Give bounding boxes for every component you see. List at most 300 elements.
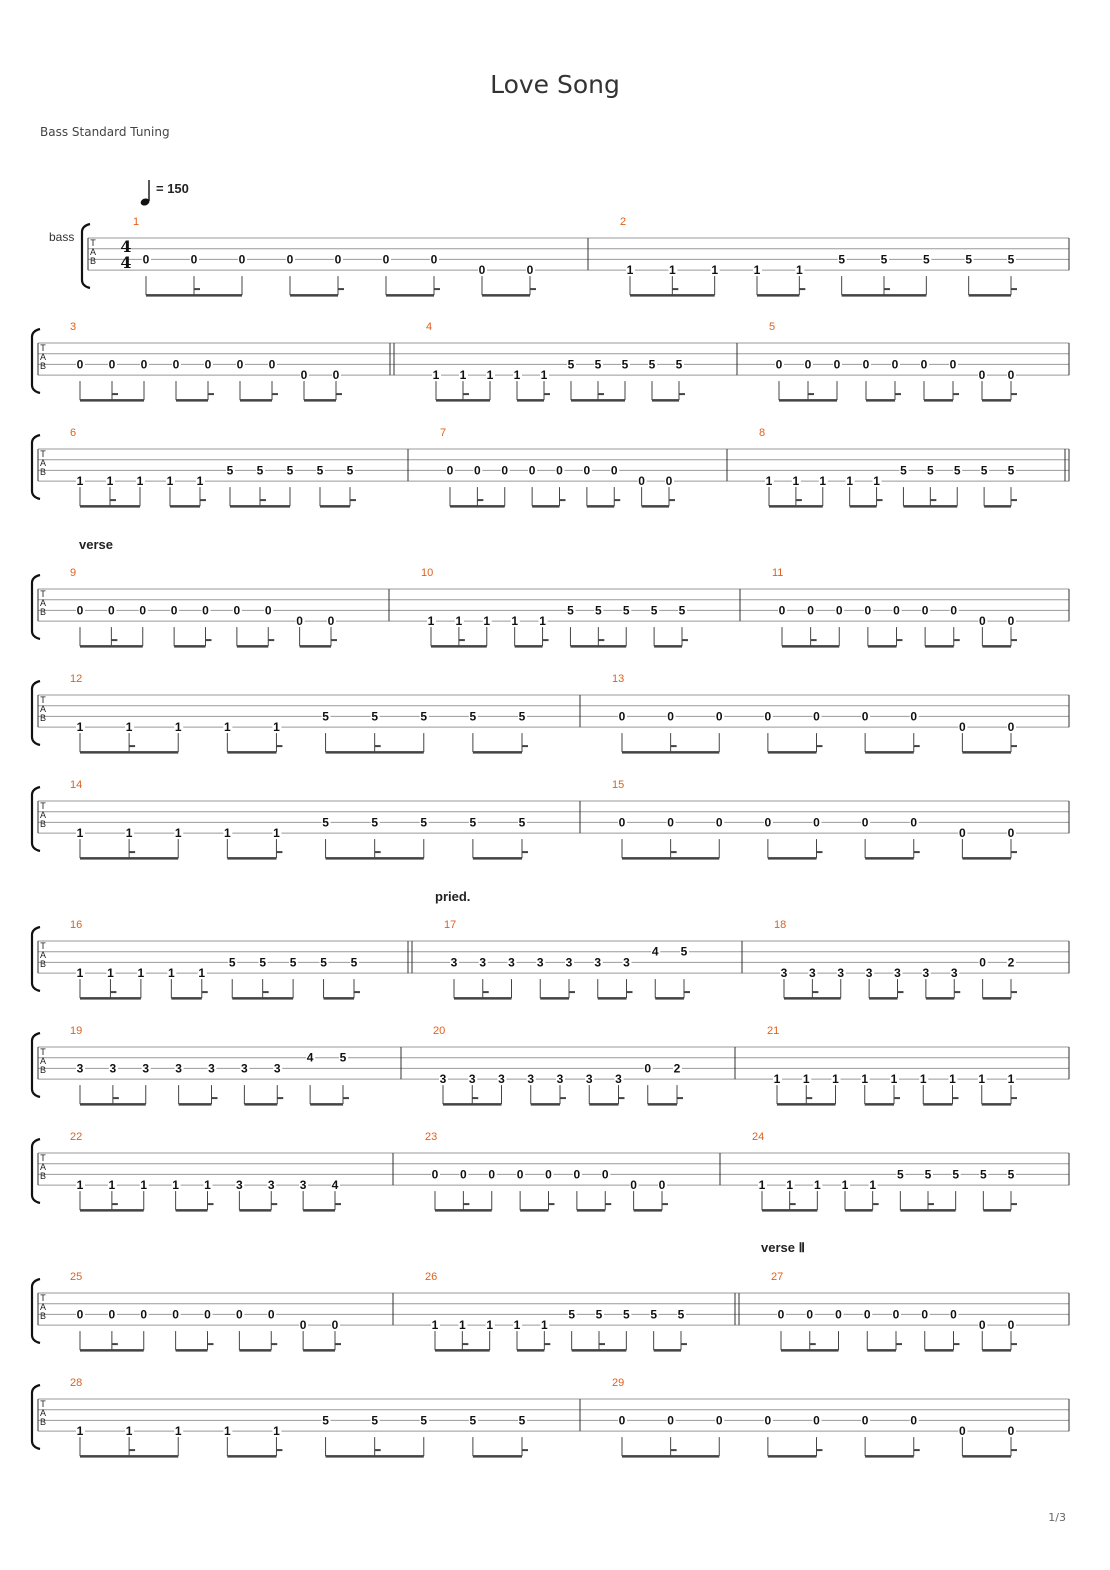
- fret-number: 0: [638, 474, 645, 489]
- fret-number: 5: [518, 1413, 526, 1428]
- fret-number: 0: [959, 1424, 966, 1439]
- beam-hook: [112, 1343, 118, 1345]
- fret-number: 0: [516, 1167, 524, 1182]
- fret-number: 0: [296, 614, 303, 629]
- fret-number: 5: [677, 1307, 685, 1322]
- fret-number: 0: [1007, 720, 1015, 735]
- fret-number: 1: [125, 826, 133, 841]
- fret-number: 1: [861, 1072, 869, 1087]
- beam: [845, 1209, 873, 1212]
- beam-hook: [897, 639, 903, 641]
- fret-number: 0: [979, 955, 986, 970]
- fret-number: 5: [322, 709, 329, 724]
- fret-number: 0: [267, 1307, 275, 1322]
- staff-bracket-icon: [32, 787, 40, 851]
- fret-number: 5: [469, 1413, 477, 1428]
- fret-number: 0: [140, 1307, 148, 1322]
- tab-clef-letter: B: [39, 819, 47, 829]
- fret-number: 0: [667, 709, 674, 724]
- beam: [925, 645, 954, 648]
- tab-clef-letter: A: [39, 458, 47, 468]
- fret-number: 0: [478, 263, 486, 278]
- fret-number: 3: [498, 1072, 505, 1087]
- fret-number: 1: [136, 474, 144, 489]
- fret-number: 0: [861, 709, 869, 724]
- bar-number: 6: [70, 427, 77, 439]
- beam: [532, 505, 559, 508]
- beam: [244, 1103, 277, 1106]
- fret-number: 5: [420, 709, 428, 724]
- fret-number: 1: [786, 1178, 794, 1193]
- beam-hook: [954, 639, 960, 641]
- bar-number: 21: [767, 1025, 780, 1037]
- bar-number: 16: [70, 919, 83, 931]
- fret-number: 0: [142, 252, 150, 267]
- beam-hook: [271, 1343, 277, 1345]
- fret-number: 1: [873, 474, 880, 489]
- beam-hook: [873, 1203, 879, 1205]
- beam: [473, 857, 522, 860]
- beam-hook: [113, 1097, 119, 1099]
- fret-number: 1: [813, 1178, 821, 1193]
- beam: [431, 645, 487, 648]
- beam-hook: [350, 499, 356, 501]
- tab-clef-letter: A: [39, 352, 47, 362]
- beam-hook: [895, 393, 901, 395]
- fret-number: 3: [508, 955, 515, 970]
- beam: [842, 294, 927, 297]
- staff-bracket-icon: [82, 224, 90, 288]
- beam: [982, 1103, 1011, 1106]
- fret-number: 1: [166, 474, 174, 489]
- beam-hook: [817, 745, 823, 747]
- beam-hook: [375, 1449, 381, 1451]
- fret-number: 1: [204, 1178, 211, 1193]
- tab-clef-letter: T: [40, 1047, 46, 1057]
- fret-number: 3: [273, 1061, 281, 1076]
- fret-number: 3: [76, 1061, 84, 1076]
- fret-number: 1: [455, 614, 463, 629]
- fret-number: 5: [371, 815, 379, 830]
- beam-hook: [928, 1203, 934, 1205]
- tab-clef-letter: B: [89, 256, 97, 266]
- beam: [982, 1349, 1011, 1352]
- beam: [926, 997, 954, 1000]
- staff-bracket-icon: [32, 435, 40, 499]
- fret-number: 0: [610, 463, 618, 478]
- beam: [784, 997, 841, 1000]
- fret-number: 3: [585, 1072, 593, 1087]
- fret-number: 5: [469, 815, 477, 830]
- beam-hook: [614, 499, 620, 501]
- fret-number: 0: [460, 1167, 467, 1182]
- beam-hook: [459, 639, 465, 641]
- beam-hook: [898, 991, 904, 993]
- beam: [435, 1349, 490, 1352]
- fret-number: 5: [420, 815, 428, 830]
- beam: [386, 294, 434, 297]
- fret-number: 5: [1007, 463, 1015, 478]
- beam: [473, 751, 522, 754]
- fret-number: 1: [483, 614, 491, 629]
- fret-number: 1: [140, 1178, 148, 1193]
- beam: [982, 399, 1011, 402]
- fret-number: 0: [1007, 614, 1015, 629]
- beam-hook: [671, 745, 677, 747]
- tab-clef-letter: T: [40, 801, 46, 811]
- time-signature-top: 4: [120, 237, 132, 256]
- fret-number: 0: [715, 815, 723, 830]
- beam-hook: [605, 1203, 611, 1205]
- beam-hook: [1011, 745, 1017, 747]
- beam: [290, 294, 338, 297]
- beam: [962, 1455, 1011, 1458]
- bar-number: 15: [612, 779, 625, 791]
- beam-hook: [806, 1097, 812, 1099]
- beam-hook: [817, 851, 823, 853]
- tab-clef-letter: T: [40, 589, 46, 599]
- beam: [239, 1209, 271, 1212]
- staff-bracket-icon: [32, 1279, 40, 1343]
- beam: [850, 505, 877, 508]
- section-label: verse: [79, 537, 113, 552]
- tab-clef-letter: A: [39, 810, 47, 820]
- fret-number: 1: [125, 720, 133, 735]
- fret-number: 5: [228, 955, 236, 970]
- beam-hook: [112, 393, 118, 395]
- fret-number: 4: [651, 944, 659, 959]
- beam: [326, 857, 424, 860]
- bar-number: 26: [425, 1271, 438, 1283]
- fret-number: 5: [322, 1413, 329, 1428]
- beam: [80, 857, 178, 860]
- fret-number: 3: [837, 966, 845, 981]
- beam: [517, 1349, 544, 1352]
- fret-number: 0: [862, 357, 870, 372]
- fret-number: 3: [594, 955, 602, 970]
- beam: [80, 751, 178, 754]
- fret-number: 0: [334, 252, 342, 267]
- bar-number: 7: [440, 427, 447, 439]
- beam: [227, 751, 276, 754]
- fret-number: 0: [204, 357, 212, 372]
- fret-number: 1: [137, 966, 145, 981]
- fret-number: 5: [650, 603, 658, 618]
- tab-clef-letter: T: [40, 1153, 46, 1163]
- fret-number: 5: [286, 463, 294, 478]
- beam-hook: [810, 1343, 816, 1345]
- beam-hook: [208, 393, 214, 395]
- beam-hook: [954, 991, 960, 993]
- beam: [654, 1349, 681, 1352]
- beam: [923, 1103, 952, 1106]
- beam: [176, 1209, 208, 1212]
- beam: [240, 399, 272, 402]
- fret-number: 0: [526, 263, 534, 278]
- beam-hook: [914, 1449, 920, 1451]
- fret-number: 5: [678, 603, 686, 618]
- beam-hook: [672, 288, 678, 290]
- beam-hook: [335, 1203, 341, 1205]
- fret-number: 0: [863, 1307, 871, 1322]
- beam: [515, 645, 543, 648]
- bar-number: 24: [752, 1131, 765, 1143]
- fret-number: 0: [978, 368, 986, 383]
- fret-number: 1: [758, 1178, 766, 1193]
- beam: [962, 857, 1011, 860]
- fret-number: 1: [76, 720, 84, 735]
- fret-number: 5: [953, 463, 961, 478]
- fret-number: 5: [316, 463, 324, 478]
- fret-number: 5: [680, 944, 688, 959]
- beam-hook: [129, 1449, 135, 1451]
- beam: [237, 645, 268, 648]
- fret-number: 1: [458, 1318, 466, 1333]
- beam: [762, 1209, 817, 1212]
- beam: [622, 857, 719, 860]
- fret-number: 0: [835, 1307, 842, 1322]
- fret-number: 1: [832, 1072, 839, 1087]
- beam-hook: [598, 393, 604, 395]
- fret-number: 0: [813, 1413, 820, 1428]
- fret-number: 0: [1007, 1424, 1015, 1439]
- bar-number: 5: [769, 321, 776, 333]
- beam: [962, 751, 1011, 754]
- beam-hook: [477, 499, 483, 501]
- section-label: verse Ⅱ: [761, 1240, 805, 1255]
- beam-hook: [677, 1097, 683, 1099]
- staff-bracket-icon: [32, 1385, 40, 1449]
- fret-number: 0: [190, 252, 198, 267]
- beam: [622, 751, 719, 754]
- beam: [984, 505, 1011, 508]
- beam-hook: [914, 851, 920, 853]
- beam-hook: [208, 1343, 214, 1345]
- fret-number: 0: [813, 815, 820, 830]
- beam-hook: [522, 851, 528, 853]
- fret-number: 0: [140, 357, 148, 372]
- beam: [781, 1349, 839, 1352]
- fret-number: 3: [894, 966, 901, 981]
- beam: [170, 505, 200, 508]
- fret-number: 0: [618, 815, 626, 830]
- beam-hook: [544, 1343, 550, 1345]
- beam-hook: [260, 499, 266, 501]
- beam-hook: [1011, 499, 1017, 501]
- fret-number: 0: [864, 603, 872, 618]
- fret-number: 0: [910, 815, 918, 830]
- beam-hook: [671, 1449, 677, 1451]
- tempo-mark: = 150: [156, 181, 189, 196]
- fret-number: 0: [76, 357, 84, 372]
- fret-number: 0: [382, 252, 390, 267]
- fret-number: 0: [264, 603, 272, 618]
- beam-hook: [129, 745, 135, 747]
- beam-hook: [483, 991, 489, 993]
- beam: [436, 399, 490, 402]
- fret-number: 5: [567, 357, 575, 372]
- bar-number: 14: [70, 779, 83, 791]
- fret-number: 5: [594, 603, 602, 618]
- fret-number: 3: [615, 1072, 622, 1087]
- fret-number: 0: [1007, 826, 1015, 841]
- beam-hook: [354, 991, 360, 993]
- beam: [176, 1349, 208, 1352]
- tab-clef-letter: B: [39, 1065, 47, 1075]
- fret-number: 0: [233, 603, 241, 618]
- tab-clef-letter: A: [39, 704, 47, 714]
- beam-hook: [799, 288, 805, 290]
- bar-number: 19: [70, 1025, 83, 1037]
- fret-number: 3: [175, 1061, 182, 1076]
- beam: [630, 294, 715, 297]
- beam-hook: [343, 1097, 349, 1099]
- fret-number: 1: [841, 1178, 849, 1193]
- fret-number: 0: [835, 603, 843, 618]
- fret-number: 5: [259, 955, 267, 970]
- fret-number: 0: [108, 357, 116, 372]
- beam: [654, 645, 682, 648]
- fret-number: 1: [76, 1178, 84, 1193]
- fret-number: 0: [764, 1413, 772, 1428]
- fret-number: 1: [486, 1318, 494, 1333]
- beam-hook: [914, 745, 920, 747]
- beam: [757, 294, 799, 297]
- fret-number: 0: [910, 1413, 918, 1428]
- fret-number: 3: [809, 966, 816, 981]
- beam: [310, 1103, 343, 1106]
- fret-number: 0: [236, 357, 244, 372]
- tab-clef-letter: A: [39, 1162, 47, 1172]
- fret-number: 1: [174, 1424, 182, 1439]
- fret-number: 0: [775, 357, 783, 372]
- tab-clef-letter: A: [89, 247, 97, 257]
- fret-number: 1: [76, 966, 84, 981]
- beam-hook: [338, 288, 344, 290]
- beam-hook: [627, 991, 633, 993]
- fret-number: 3: [527, 1072, 535, 1087]
- fret-number: 0: [76, 1307, 84, 1322]
- fret-number: 5: [622, 1307, 630, 1322]
- beam-hook: [434, 288, 440, 290]
- fret-number: 5: [518, 709, 526, 724]
- fret-number: 5: [952, 1167, 960, 1182]
- beam: [865, 1103, 894, 1106]
- tab-clef-letter: A: [39, 1056, 47, 1066]
- fret-number: 5: [289, 955, 297, 970]
- fret-number: 1: [223, 826, 231, 841]
- tab-clef-letter: A: [39, 598, 47, 608]
- beam: [80, 399, 144, 402]
- beam: [570, 645, 626, 648]
- fret-number: 5: [568, 1307, 576, 1322]
- beam: [868, 645, 897, 648]
- fret-number: 1: [802, 1072, 810, 1087]
- fret-number: 1: [273, 826, 280, 841]
- fret-number: 0: [715, 1413, 723, 1428]
- beam: [80, 1455, 178, 1458]
- fret-number: 3: [208, 1061, 215, 1076]
- beam: [865, 1455, 914, 1458]
- beam-hook: [1011, 1097, 1017, 1099]
- beam-hook: [569, 991, 575, 993]
- beam-hook: [953, 1097, 959, 1099]
- fret-number: 1: [223, 720, 231, 735]
- fret-number: 0: [959, 720, 966, 735]
- beam: [232, 997, 293, 1000]
- fret-number: 5: [926, 463, 934, 478]
- fret-number: 5: [567, 603, 574, 618]
- beam: [230, 505, 290, 508]
- staff-bracket-icon: [32, 1139, 40, 1203]
- beam-hook: [884, 288, 890, 290]
- staff-bracket-icon: [32, 329, 40, 393]
- beam: [171, 997, 201, 1000]
- beam-hook: [1011, 1203, 1017, 1205]
- fret-number: 1: [513, 368, 521, 383]
- beam: [450, 505, 505, 508]
- beam-hook: [619, 1097, 625, 1099]
- beam-hook: [1011, 393, 1017, 395]
- beam-hook: [463, 393, 469, 395]
- beam-hook: [200, 499, 206, 501]
- fret-number: 0: [268, 357, 276, 372]
- fret-number: 1: [819, 474, 827, 489]
- beam-hook: [268, 639, 274, 641]
- fret-number: 2: [1007, 955, 1015, 970]
- fret-number: 0: [299, 1318, 307, 1333]
- beam-hook: [208, 1203, 214, 1205]
- fret-number: 5: [896, 1167, 904, 1182]
- beam-hook: [930, 499, 936, 501]
- fret-number: 5: [320, 955, 327, 970]
- fret-number: 0: [893, 603, 900, 618]
- fret-number: 3: [623, 955, 630, 970]
- beam: [146, 294, 242, 297]
- fret-number: 0: [238, 252, 246, 267]
- fret-number: 5: [621, 357, 629, 372]
- beam-hook: [271, 1203, 277, 1205]
- fret-number: 0: [108, 1307, 116, 1322]
- fret-number: 5: [922, 252, 930, 267]
- fret-number: 5: [1007, 252, 1015, 267]
- tab-clef-letter: T: [40, 1399, 46, 1409]
- beam-hook: [598, 639, 604, 641]
- tab-clef-letter: T: [40, 449, 46, 459]
- beam-hook: [682, 639, 688, 641]
- fret-number: 1: [511, 614, 519, 629]
- fret-number: 4: [306, 1050, 314, 1065]
- fret-number: 1: [668, 263, 676, 278]
- bar-number: 27: [771, 1271, 784, 1283]
- fret-number: 5: [420, 1413, 428, 1428]
- fret-number: 1: [792, 474, 800, 489]
- beam-hook: [1011, 1449, 1017, 1451]
- beam: [869, 997, 897, 1000]
- fret-number: 0: [1007, 1318, 1015, 1333]
- staff-bracket-icon: [32, 575, 40, 639]
- fret-number: 0: [833, 357, 841, 372]
- beam-hook: [560, 499, 566, 501]
- fret-number: 5: [980, 463, 988, 478]
- fret-number: 5: [880, 252, 888, 267]
- beam-hook: [530, 288, 536, 290]
- fret-number: 0: [949, 357, 957, 372]
- fret-number: 0: [488, 1167, 496, 1182]
- fret-number: 1: [427, 614, 435, 629]
- fret-number: 5: [1007, 1167, 1015, 1182]
- fret-number: 5: [622, 603, 630, 618]
